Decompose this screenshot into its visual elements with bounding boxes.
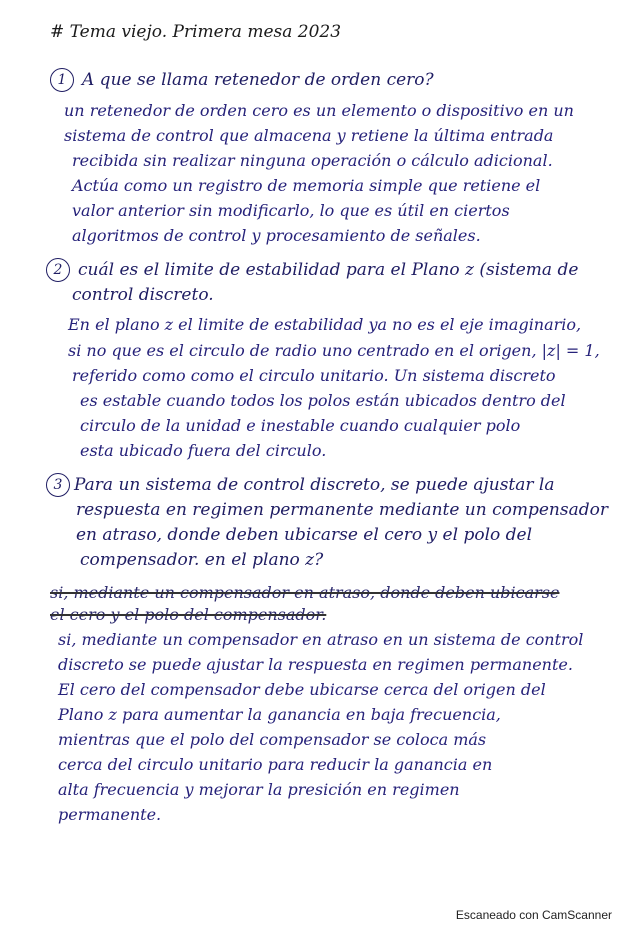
struck-answer-line: si, mediante un compensador en atraso, donde deben ubicarse [50,583,560,602]
answer-1-line: un retenedor de orden cero es un elemento o dispositivo en un [64,101,574,120]
answer-1-line: valor anterior sin modificarlo, lo que es útil en ciertos [72,201,510,220]
page-title: # Tema viejo. Primera mesa 2023 [50,22,342,42]
answer-3-line: permanente. [58,805,162,824]
question-1-text: A que se llama retenedor de orden cero? [82,70,434,90]
question-2-text: control discreto. [72,285,214,305]
question-3-text: respuesta en regimen permanente mediante un compensador [76,500,608,520]
question-3-text: en atraso, donde deben ubicarse el cero y el polo del [76,525,533,545]
answer-1-line: algoritmos de control y procesamiento de señales. [72,226,481,245]
scanner-watermark: Escaneado con CamScanner [455,908,612,922]
answer-3-line: El cero del compensador debe ubicarse cerca del origen del [58,680,546,699]
answer-2-line: esta ubicado fuera del circulo. [80,441,327,460]
answer-2-line: es estable cuando todos los polos están ubicados dentro del [80,391,566,410]
answer-2-line: En el plano z el limite de estabilidad ya no es el eje imaginario, [68,315,582,334]
question-number-1: 1 [50,68,74,92]
answer-3-line: cerca del circulo unitario para reducir la ganancia en [58,755,493,774]
question-number-2: 2 [46,258,70,282]
struck-answer-line: el cero y el polo del compensador. [50,605,327,624]
answer-1-line: recibida sin realizar ninguna operación o cálculo adicional. [72,151,553,170]
answer-2-line: si no que es el circulo de radio uno centrado en el origen, |z| = 1, [68,341,600,360]
answer-2-line: referido como como el circulo unitario. Un sistema discreto [72,366,556,385]
answer-3-line: mientras que el polo del compensador se coloca más [58,730,487,749]
question-3-text: compensador. en el plano z? [80,550,324,570]
answer-3-line: si, mediante un compensador en atraso en un sistema de control [58,630,584,649]
question-number-3: 3 [46,473,70,497]
answer-1-line: Actúa como un registro de memoria simple que retiene el [72,176,541,195]
answer-3-line: alta frecuencia y mejorar la presición en regimen [58,780,460,799]
answer-3-line: Plano z para aumentar la ganancia en baja frecuencia, [58,705,501,724]
answer-3-line: discreto se puede ajustar la respuesta en regimen permanente. [58,655,573,674]
answer-2-line: circulo de la unidad e inestable cuando cualquier polo [80,416,521,435]
question-3-text: Para un sistema de control discreto, se puede ajustar la [74,475,555,495]
question-2-text: cuál es el limite de estabilidad para el Plano z (sistema de [78,260,579,280]
answer-1-line: sistema de control que almacena y retiene la última entrada [64,126,554,145]
